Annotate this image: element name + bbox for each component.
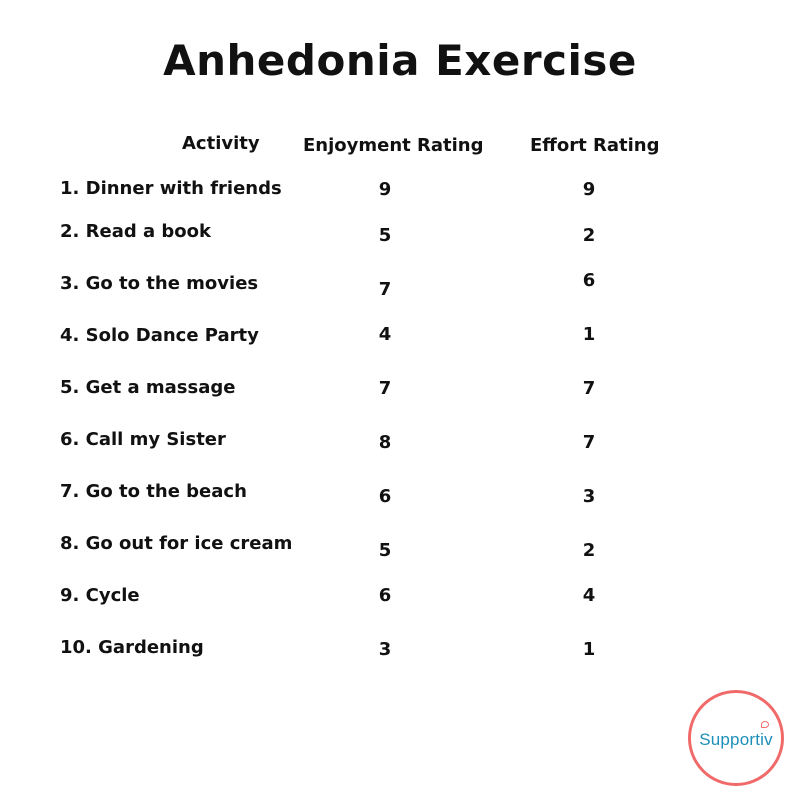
activity-cell: 9. Cycle — [60, 585, 140, 606]
effort-cell: 3 — [582, 486, 596, 507]
enjoyment-cell: 5 — [378, 540, 392, 561]
effort-cell: 4 — [582, 585, 596, 606]
column-header-activity: Activity — [182, 133, 260, 154]
enjoyment-cell: 7 — [378, 378, 392, 399]
enjoyment-cell: 7 — [378, 279, 392, 300]
effort-cell: 2 — [582, 225, 596, 246]
activity-cell: 3. Go to the movies — [60, 273, 259, 294]
enjoyment-cell: 4 — [378, 324, 392, 345]
effort-cell: 1 — [582, 324, 596, 345]
effort-cell: 7 — [582, 378, 596, 399]
supportiv-logo — [688, 690, 784, 786]
activity-cell: 8. Go out for ice cream — [60, 533, 293, 554]
activity-cell: 1. Dinner with friends — [60, 178, 282, 199]
speech-bubble-icon — [761, 721, 769, 728]
effort-cell: 9 — [582, 179, 596, 200]
column-header-enjoyment: Enjoyment Rating — [303, 135, 484, 156]
logo-text: Supportiv — [699, 730, 773, 749]
activity-cell: 10. Gardening — [60, 637, 204, 658]
effort-cell: 7 — [582, 432, 596, 453]
activity-cell: 2. Read a book — [60, 221, 211, 242]
enjoyment-cell: 6 — [378, 486, 392, 507]
enjoyment-cell: 9 — [378, 179, 392, 200]
effort-cell: 2 — [582, 540, 596, 561]
activity-cell: 7. Go to the beach — [60, 481, 247, 502]
activity-cell: 5. Get a massage — [60, 377, 236, 398]
enjoyment-cell: 8 — [378, 432, 392, 453]
page-title: Anhedonia Exercise — [163, 36, 637, 85]
activity-cell: 6. Call my Sister — [60, 429, 226, 450]
activity-cell: 4. Solo Dance Party — [60, 325, 259, 346]
enjoyment-cell: 5 — [378, 225, 392, 246]
enjoyment-cell: 3 — [378, 639, 392, 660]
column-header-effort: Effort Rating — [530, 135, 660, 156]
enjoyment-cell: 6 — [378, 585, 392, 606]
effort-cell: 1 — [582, 639, 596, 660]
effort-cell: 6 — [582, 270, 596, 291]
